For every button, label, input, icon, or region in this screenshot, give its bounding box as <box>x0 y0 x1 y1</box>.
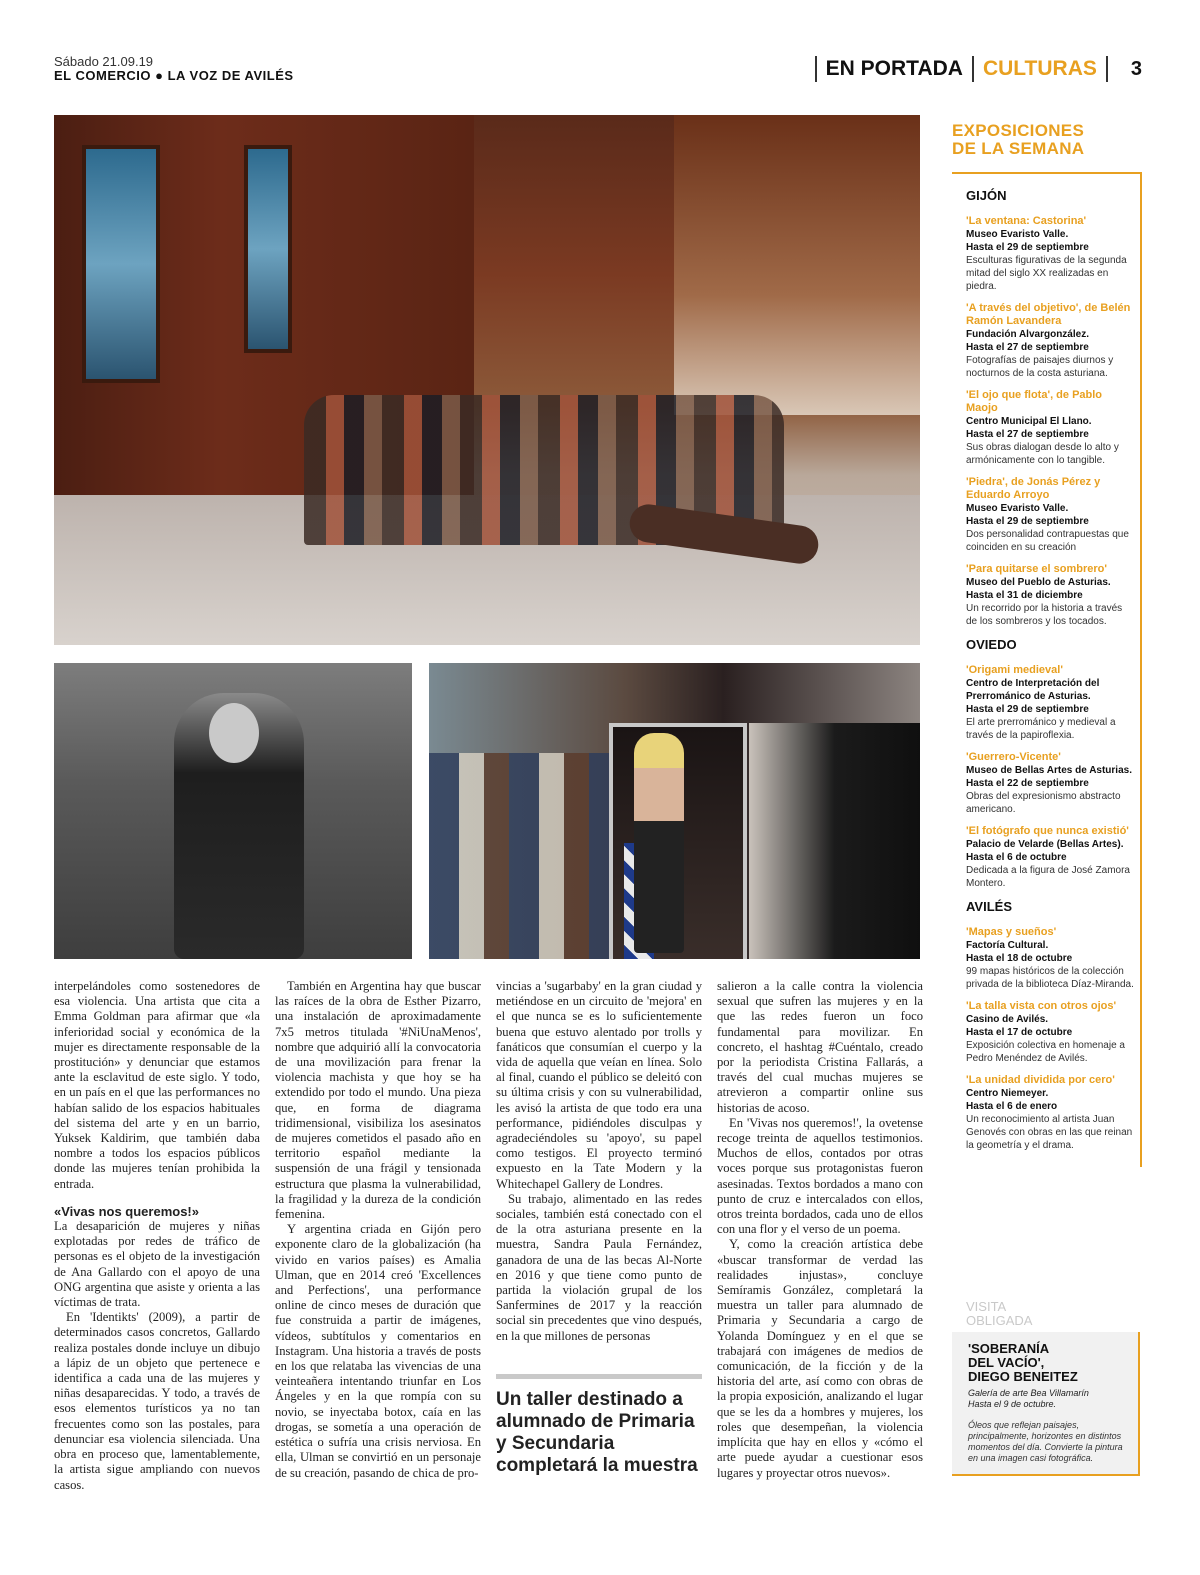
paragraph: En 'Identikts' (2009), a partir de determinados casos concretos, Gallardo realiza postales donde incluye un dibujo a lápiz de un objeto que pertenece e identifica a cada una de las mujeres y niñas desaparecidas. Y todo, a través de esos elementos turísticos ya no tan frecuentes como son las postales, para denunciar esa violencia silenciada. Una obra en proceso que, lamentablemente, la artista sigue ampliando con nuevos casos. <box>54 1310 260 1492</box>
paragraph: En 'Vivas nos queremos!', la ovetense recoge treinta de aquellos testimonios. Muchos de ellos, contados por otras voces porque sus protagonistas fueron asesinadas. Textos bordados a mano con punto de cruz e intercalados con ellos, otros treinta bordados, cada uno de ellos con una flor y el verso de un poema. <box>717 1115 923 1237</box>
exhibition-description: Óleos que reflejan paisajes, principalmente, horizontes en distintos momentos del día. Convierte la pintura en una imagen casi fotográfica. <box>968 1420 1123 1463</box>
exhibitions-list <box>952 172 1142 1167</box>
exhibition-description: 99 mapas históricos de la colección privada de la biblioteca Díaz-Miranda. <box>966 966 1134 990</box>
exhibition-venue: Centro Municipal El Llano. <box>966 416 1092 427</box>
exhibition-dates: Hasta el 31 de diciembre <box>966 590 1083 601</box>
building-facade <box>674 115 920 415</box>
exhibition-dates: Hasta el 27 de septiembre <box>966 342 1089 353</box>
exhibition-title: 'El ojo que flota', de Pablo Maojo <box>966 389 1103 414</box>
exhibition-title: 'Piedra', de Jonás Pérez y Eduardo Arroyo <box>966 476 1101 501</box>
city-heading: GIJÓN <box>966 188 1007 203</box>
article-column-2 <box>275 979 481 1481</box>
paragraph: Su trabajo, alimentado en las redes sociales, también está conectado con el de la otra asturiana presente en la muestra, Sandra Paula Fernández, ganadora de una de las becas Al-Norte en 2016 y que tiene como punto de partida la violación grupal de los Sanfermines de 2017 y la reacción social sin precedentes que vino después, en la que millones de personas <box>496 1191 702 1343</box>
woman-face <box>209 703 259 763</box>
street-performance-photo <box>54 115 920 645</box>
exhibition-item <box>966 389 1134 467</box>
exhibition-dates: Hasta el 18 de octubre <box>966 953 1073 964</box>
onlookers <box>749 723 920 959</box>
article-column-3 <box>496 979 702 1477</box>
divider <box>972 56 974 82</box>
exhibition-item <box>966 664 1134 742</box>
must-visit-box <box>952 1300 1140 1476</box>
divider <box>815 56 817 82</box>
paragraph: Y, como la creación artística debe «buscar transformar de verdad las realidades injustas», concluye Semíramis González, completará la muestra un taller para alumnado de Primaria y Secundaria a cargo de Yolanda Domínguez y en el que se trabajará con imágenes de medios de comunicación, de la ficción y de la historia del arte, así como con obras de la propia exposición, analizando el lugar que se les da a hombres y mujeres, los roles que desempeñan, la violencia implícita que hay en ellos y «cómo el arte puede ayudar a cuestionar esos lugares y proyectar otros nuevos». <box>717 1237 923 1480</box>
exhibition-item <box>966 476 1134 554</box>
title-line: 'SOBERANÍA <box>968 1341 1050 1356</box>
exhibition-venue: Museo Evaristo Valle. <box>966 229 1069 240</box>
gallery-name: Galería de arte Bea Villamarín <box>968 1388 1089 1398</box>
must-visit-heading <box>952 1300 1140 1328</box>
article-column-4 <box>717 979 923 1481</box>
exhibition-dates: Hasta el 29 de septiembre <box>966 242 1089 253</box>
pull-quote: Un taller destinado a alumnado de Primaria y Secundaria completará la muestra <box>496 1374 702 1477</box>
city-heading: AVILÉS <box>966 899 1012 914</box>
exhibition-dates: Hasta el 29 de septiembre <box>966 704 1089 715</box>
bw-performance-photo <box>54 663 412 959</box>
exhibition-item <box>966 563 1134 628</box>
exhibition-title: 'La talla vista con otros ojos' <box>966 1000 1117 1012</box>
exhibition-item <box>966 215 1134 293</box>
exhibition-venue: Museo Evaristo Valle. <box>966 503 1069 514</box>
paragraph: interpelándoles como sostenedores de esa violencia. Una artista que cita a Emma Goldman para afirmar que «la inferioridad social y económica de la mujer es directamente responsable de la prostitución» y denunciar que estamos ante la esclavitud de este siglo. Y todo, en un país en el que las performances no habían salido de los espacios habituales del sistema del arte y en un barrio, Yuksek Kaldirim, que también daba nombre a todos los espacios públicos donde las mujeres tenían prohibida la entrada. <box>54 979 260 1191</box>
exhibition-description: Fotografías de paisajes diurnos y nocturnos de la costa asturiana. <box>966 355 1114 379</box>
tile-panel <box>244 145 292 353</box>
must-visit-content <box>952 1332 1140 1476</box>
paragraph: También en Argentina hay que buscar las raíces de la obra de Esther Pizarro, una instalación de aproximadamente 7x5 metros titulada '#NiUnaMenos', nombre que adquirió allí la convocatoria de una movilización para frenar la violencia machista y que hoy se ha extendido por todo el mundo. Una pieza que, en forma de diagrama tridimensional, visibiliza los asesinatos de mujeres cometidos el pasado año en territorio español mediante la suspensión de una frágil y tensionada estructura que plasma la vulnerabilidad, la fragilidad y la dureza de la condición femenina. <box>275 979 481 1222</box>
tile-panel <box>82 145 160 383</box>
subsection-label[interactable]: CULTURAS <box>982 57 1097 80</box>
gallery-info <box>968 1388 1130 1410</box>
exhibition-item <box>966 751 1134 816</box>
heading-line: OBLIGADA <box>966 1313 1033 1328</box>
exhibition-item <box>966 1000 1134 1065</box>
exhibition-item <box>966 926 1134 991</box>
exhibition-dates: Hasta el 29 de septiembre <box>966 516 1089 527</box>
exhibition-description: El arte prerrománico y medieval a través de la papiroflexia. <box>966 717 1116 741</box>
exhibition-title: 'La unidad dividida por cero' <box>966 1074 1115 1086</box>
exhibition-title: 'La ventana: Castorina' <box>966 215 1087 227</box>
city-heading: OVIEDO <box>966 637 1017 652</box>
exhibition-dates: Hasta el 17 de octubre <box>966 1027 1073 1038</box>
exhibition-item <box>966 302 1134 380</box>
page-number: 3 <box>1130 57 1142 80</box>
crowd <box>429 753 609 959</box>
exhibition-venue: Palacio de Velarde (Bellas Artes). Hasta el 6 de octubre <box>966 839 1124 863</box>
sidebar-title <box>952 122 1142 158</box>
exhibition-description: Un recorrido por la historia a través de los sombreros y los tocados. <box>966 603 1123 627</box>
article-column-1 <box>54 979 260 1493</box>
title-line: DEL VACÍO', <box>968 1355 1045 1370</box>
doorway-performance-photo <box>429 663 920 959</box>
exhibition-item <box>966 825 1134 890</box>
paragraph: Y argentina criada en Gijón pero exponente claro de la globalización (ha vivido en varios países) es Amalia Ulman, que en 2014 creó 'Excellences and Perfections', una performance online de cinco meses de duración que fue construida a partir de imágenes, vídeos, subtítulos y comentarios en Instagram. Una historia a través de posts en los que relataba las vivencias de una veinteañera intentando triunfar en Los Ángeles y en la que rompía con su novio, se inyectaba botox, caía en las drogas, se sometía a una operación de estética o sufría una crisis nerviosa. En ella, Ulman se convirtió en un personaje de su creación, pasando de chica de pro- <box>275 1222 481 1480</box>
exhibition-dates: Hasta el 9 de octubre. <box>968 1399 1057 1409</box>
exhibition-title: 'Para quitarse el sombrero' <box>966 563 1107 575</box>
exhibition-title: 'El fotógrafo que nunca existió' <box>966 825 1129 837</box>
section-label[interactable]: EN PORTADA <box>825 57 963 80</box>
exhibition-description: Sus obras dialogan desde lo alto y armónicamente con lo tangible. <box>966 442 1119 466</box>
exhibition-item <box>966 1074 1134 1152</box>
exhibition-description: Obras del expresionismo abstracto americano. <box>966 791 1121 815</box>
newspaper-name: EL COMERCIO ● LA VOZ DE AVILÉS <box>54 68 294 83</box>
exhibition-venue: Factoría Cultural. <box>966 940 1049 951</box>
exhibition-title <box>968 1342 1130 1384</box>
exhibition-description: Un reconocimiento al artista Juan Genovés con obras en las que reinan la geometría y el drama. <box>966 1114 1133 1151</box>
exhibition-title: 'A través del objetivo', de Belén Ramón Lavandera <box>966 302 1131 327</box>
exhibition-dates: Hasta el 22 de septiembre <box>966 778 1089 789</box>
paragraph: vincias a 'sugarbaby' en la gran ciudad y metiéndose en un circuito de 'mejora' en el que nunca se es lo suficientemente buena que estuvo alentado por trolls y fanáticos que consumían el cuerpo y la vida de aquella que veían en línea. Solo al final, cuando el público se deleitó con su última crisis y con su vulnerabilidad, les avisó la artista de que todo era una performance, pidiéndoles disculpas y agradeciéndoles su 'apoyo', su papel como testigos. El proyecto terminó expuesto en la Tate Modern y la Whitechapel Gallery de Londres. <box>496 979 702 1191</box>
issue-date: Sábado 21.09.19 <box>54 54 154 69</box>
exhibition-venue: Centro de Interpretación del Prerrománico de Asturias. <box>966 678 1100 702</box>
exhibition-dates: Hasta el 27 de septiembre <box>966 429 1089 440</box>
exhibition-venue: Museo de Bellas Artes de Asturias. <box>966 765 1132 776</box>
exhibition-title: 'Guerrero-Vicente' <box>966 751 1061 763</box>
exhibition-venue: Centro Niemeyer. <box>966 1088 1049 1099</box>
exhibition-dates: Hasta el 6 de enero <box>966 1101 1058 1112</box>
paragraph: La desaparición de mujeres y niñas explotadas por redes de tráfico de personas es el objeto de la investigación de Ana Gallardo con el apoyo de una ONG argentina que asiste y orienta a las víctimas de trata. <box>54 1219 260 1310</box>
performer-figure <box>634 733 684 953</box>
sidebar-title-line: DE LA SEMANA <box>952 139 1085 158</box>
sidebar-title-line: EXPOSICIONES <box>952 121 1085 140</box>
exhibition-title: 'Mapas y sueños' <box>966 926 1057 938</box>
exhibition-venue: Museo del Pueblo de Asturias. <box>966 577 1111 588</box>
paragraph: salieron a la calle contra la violencia sexual que sufren las mujeres y en la que las redes fueron un foco fundamental para movilizar. En concreto, el hashtag #Cuéntalo, creado por la periodista Cristina Fallarás, a través del cual muchas mujeres se atrevieron a compartir online sus historias de acoso. <box>717 979 923 1115</box>
exhibition-venue: Casino de Avilés. <box>966 1014 1049 1025</box>
exhibition-description: Dedicada a la figura de José Zamora Montero. <box>966 865 1130 889</box>
section-header <box>806 56 1142 82</box>
subheading: «Vivas nos queremos!» <box>54 1203 199 1219</box>
exhibition-title: 'Origami medieval' <box>966 664 1063 676</box>
exhibition-description: Esculturas figurativas de la segunda mitad del siglo XX realizadas en piedra. <box>966 255 1127 292</box>
exhibition-venue: Fundación Alvargonzález. <box>966 329 1089 340</box>
title-line: DIEGO BENEITEZ <box>968 1369 1078 1384</box>
exhibition-description: Dos personalidad contrapuestas que coinciden en su creación <box>966 529 1129 553</box>
exhibitions-sidebar <box>952 122 1142 1167</box>
heading-line: VISITA <box>966 1299 1007 1314</box>
exhibition-description: Exposición colectiva en homenaje a Pedro Menéndez de Avilés. <box>966 1040 1125 1064</box>
divider <box>1106 56 1108 82</box>
